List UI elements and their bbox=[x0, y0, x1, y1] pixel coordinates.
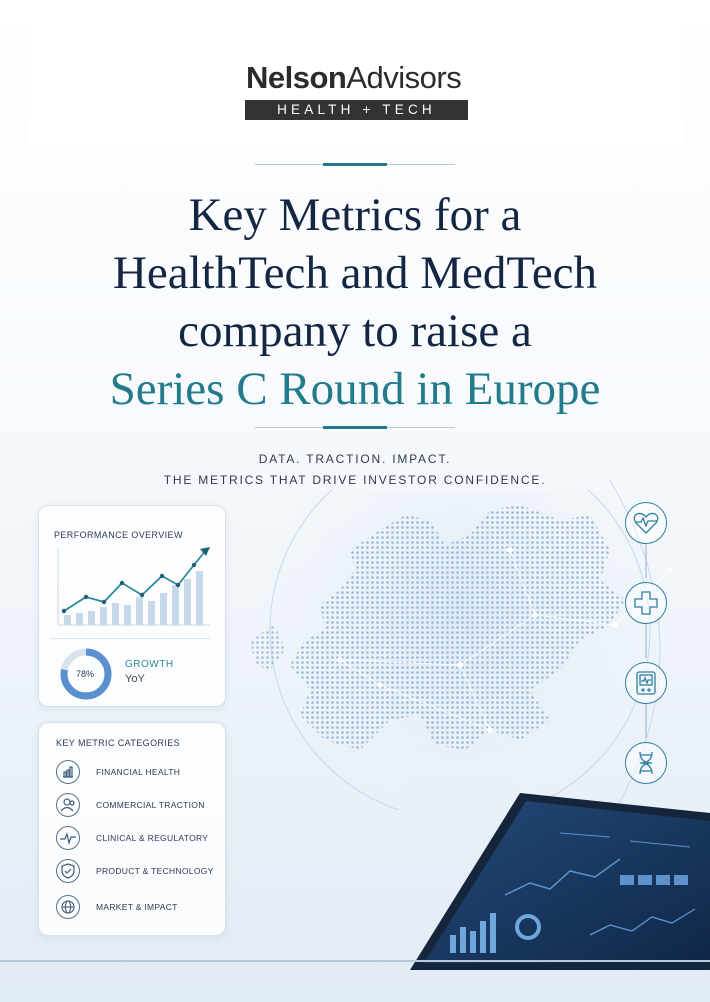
performance-line-chart bbox=[50, 545, 215, 630]
title-line-4: Series C Round in Europe bbox=[109, 363, 601, 415]
users-icon bbox=[56, 793, 80, 817]
brand-name-light: Advisors bbox=[346, 60, 462, 95]
category-label: MARKET & IMPACT bbox=[96, 902, 178, 912]
brand-name-bold: Nelson bbox=[246, 60, 347, 95]
heartbeat-icon bbox=[56, 826, 80, 850]
growth-label: GROWTH bbox=[125, 659, 174, 670]
globe-icon bbox=[56, 895, 80, 919]
title-line-1: Key Metrics for a bbox=[188, 189, 522, 241]
divider-top bbox=[255, 164, 455, 165]
category-label: PRODUCT & TECHNOLOGY bbox=[96, 866, 214, 876]
shield-check-icon bbox=[56, 859, 80, 883]
category-label: FINANCIAL HEALTH bbox=[96, 767, 181, 777]
category-label: COMMERCIAL TRACTION bbox=[96, 800, 205, 810]
divider-bottom bbox=[255, 427, 455, 428]
tagline-line-1: DATA. TRACTION. IMPACT. bbox=[258, 452, 452, 466]
footer-rule bbox=[0, 960, 710, 962]
performance-title: PERFORMANCE OVERVIEW bbox=[54, 530, 183, 540]
heart-pulse-icon bbox=[625, 502, 667, 544]
monitor-device-icon bbox=[625, 662, 667, 704]
growth-value: 78% bbox=[76, 669, 95, 679]
category-label: CLINICAL & REGULATORY bbox=[96, 833, 209, 843]
tablet-dashboard-illustration bbox=[410, 785, 710, 970]
medical-cross-icon bbox=[625, 582, 667, 624]
title-line-3: company to raise a bbox=[178, 305, 532, 357]
brand-subtitle: HEALTH + TECH bbox=[245, 100, 468, 120]
title-line-2: HealthTech and MedTech bbox=[112, 247, 598, 299]
growth-sub-label: YoY bbox=[125, 673, 145, 685]
categories-title: KEY METRIC CATEGORIES bbox=[56, 738, 181, 748]
dna-icon bbox=[625, 742, 667, 784]
tagline-line-2: THE METRICS THAT DRIVE INVESTOR CONFIDENCE. bbox=[163, 473, 547, 487]
brand-name bbox=[246, 60, 461, 96]
performance-divider bbox=[50, 638, 210, 639]
bar-chart-icon bbox=[56, 760, 80, 784]
